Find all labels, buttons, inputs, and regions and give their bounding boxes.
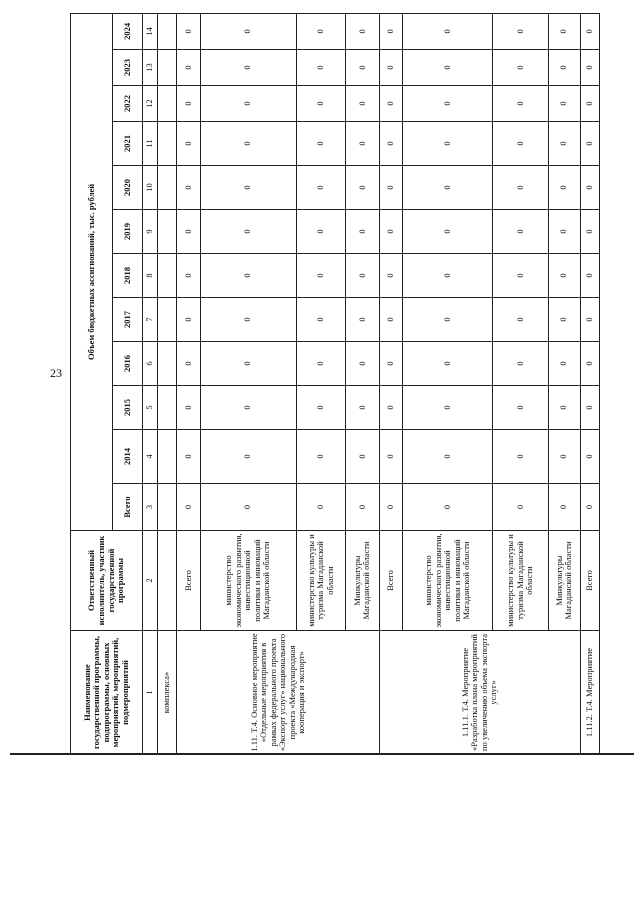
page-number: 23: [50, 366, 62, 380]
executor-cell: Всего: [580, 531, 599, 631]
value-cell: 0: [200, 86, 296, 122]
empty-cell: [157, 122, 176, 166]
header-year: 2016: [113, 342, 143, 386]
column-number: 2: [143, 531, 158, 631]
value-cell: 0: [493, 386, 549, 430]
value-cell: 0: [296, 484, 345, 531]
executor-cell: министерство экономического развития, инвестиционной политики и инноваций Магаданской области: [403, 531, 493, 631]
value-cell: 0: [200, 298, 296, 342]
column-number: 12: [143, 86, 158, 122]
group-name: 1.11. Т.4. Основное мероприятие «Отдельные мероприятия в рамках федерального проекта «Экспорт услуг» национального проекта «Международная кооперация и экспорт»: [177, 631, 380, 755]
value-cell: 0: [403, 254, 493, 298]
value-cell: 0: [177, 122, 200, 166]
value-cell: 0: [580, 386, 599, 430]
value-cell: 0: [548, 166, 580, 210]
value-cell: 0: [177, 210, 200, 254]
value-cell: 0: [403, 298, 493, 342]
value-cell: 0: [345, 386, 379, 430]
value-cell: 0: [493, 166, 549, 210]
value-cell: 0: [548, 430, 580, 484]
value-cell: 0: [493, 430, 549, 484]
value-cell: 0: [177, 166, 200, 210]
value-cell: 0: [548, 298, 580, 342]
value-cell: 0: [548, 210, 580, 254]
value-cell: 0: [296, 13, 345, 49]
header-name: Наименование государственной программы, подпрограммы, основных мероприятий, мероприятий, подмероприятий: [71, 631, 143, 755]
value-cell: 0: [493, 122, 549, 166]
value-cell: 0: [177, 342, 200, 386]
value-cell: 0: [493, 484, 549, 531]
executor-cell: Всего: [380, 531, 403, 631]
value-cell: 0: [548, 50, 580, 86]
value-cell: 0: [345, 484, 379, 531]
header-total: Всего: [113, 484, 143, 531]
empty-cell: [157, 166, 176, 210]
empty-cell: [157, 531, 176, 631]
value-cell: 0: [177, 484, 200, 531]
value-cell: 0: [380, 122, 403, 166]
value-cell: 0: [177, 50, 200, 86]
header-year: 2019: [113, 210, 143, 254]
value-cell: 0: [296, 210, 345, 254]
column-number: 11: [143, 122, 158, 166]
value-cell: 0: [493, 210, 549, 254]
value-cell: 0: [380, 13, 403, 49]
value-cell: 0: [548, 86, 580, 122]
value-cell: 0: [177, 386, 200, 430]
value-cell: 0: [403, 210, 493, 254]
value-cell: 0: [296, 298, 345, 342]
header-year: 2014: [113, 430, 143, 484]
header-executor: Ответственный исполнитель, участник государственной программы: [71, 531, 143, 631]
value-cell: 0: [296, 386, 345, 430]
value-cell: 0: [177, 430, 200, 484]
value-cell: 0: [580, 13, 599, 49]
value-cell: 0: [493, 50, 549, 86]
value-cell: 0: [345, 13, 379, 49]
value-cell: 0: [548, 122, 580, 166]
value-cell: 0: [403, 122, 493, 166]
value-cell: 0: [200, 210, 296, 254]
value-cell: 0: [580, 342, 599, 386]
value-cell: 0: [200, 254, 296, 298]
value-cell: 0: [200, 13, 296, 49]
header-year: 2018: [113, 254, 143, 298]
header-budget-group: Объем бюджетных ассигнований, тыс. рублей: [71, 13, 113, 530]
executor-cell: министерство культуры и туризма Магаданской области: [296, 531, 345, 631]
value-cell: 0: [380, 386, 403, 430]
page-divider-line: [10, 753, 634, 755]
group-name: 1.11.2. Т.4. Мероприятие: [580, 631, 599, 755]
executor-cell: Всего: [177, 531, 200, 631]
value-cell: 0: [200, 122, 296, 166]
value-cell: 0: [580, 122, 599, 166]
empty-cell: [157, 386, 176, 430]
value-cell: 0: [345, 86, 379, 122]
value-cell: 0: [580, 430, 599, 484]
empty-cell: [157, 210, 176, 254]
column-number: 4: [143, 430, 158, 484]
value-cell: 0: [177, 86, 200, 122]
value-cell: 0: [580, 298, 599, 342]
column-number: 1: [143, 631, 158, 755]
column-number: 8: [143, 254, 158, 298]
value-cell: 0: [493, 13, 549, 49]
value-cell: 0: [548, 386, 580, 430]
value-cell: 0: [296, 122, 345, 166]
value-cell: 0: [345, 430, 379, 484]
value-cell: 0: [345, 342, 379, 386]
value-cell: 0: [403, 430, 493, 484]
value-cell: 0: [403, 386, 493, 430]
value-cell: 0: [380, 210, 403, 254]
column-number: 5: [143, 386, 158, 430]
column-number: 10: [143, 166, 158, 210]
value-cell: 0: [380, 484, 403, 531]
value-cell: 0: [580, 166, 599, 210]
header-year: 2022: [113, 86, 143, 122]
executor-cell: министерство экономического развития, инвестиционной политики и инноваций Магаданской области: [200, 531, 296, 631]
value-cell: 0: [296, 50, 345, 86]
value-cell: 0: [296, 86, 345, 122]
column-number: 7: [143, 298, 158, 342]
empty-cell: [157, 86, 176, 122]
header-year: 2021: [113, 122, 143, 166]
value-cell: 0: [200, 430, 296, 484]
value-cell: 0: [380, 254, 403, 298]
value-cell: 0: [403, 342, 493, 386]
group-name: 1.11.1. Т.4. Мероприятие «Разработка плана мероприятий по увеличению объема экспорта услуг»: [380, 631, 581, 755]
value-cell: 0: [380, 86, 403, 122]
executor-cell: министерство культуры и туризма Магаданской области: [493, 531, 549, 631]
value-cell: 0: [493, 298, 549, 342]
value-cell: 0: [380, 342, 403, 386]
value-cell: 0: [403, 166, 493, 210]
value-cell: 0: [345, 122, 379, 166]
value-cell: 0: [493, 254, 549, 298]
empty-cell: [157, 298, 176, 342]
header-year: 2015: [113, 386, 143, 430]
value-cell: 0: [200, 50, 296, 86]
value-cell: 0: [403, 13, 493, 49]
value-cell: 0: [548, 254, 580, 298]
rotated-table-area: [70, 13, 600, 755]
column-number: 6: [143, 342, 158, 386]
value-cell: 0: [403, 50, 493, 86]
value-cell: 0: [177, 298, 200, 342]
empty-cell: [157, 13, 176, 49]
value-cell: 0: [580, 86, 599, 122]
header-year: 2017: [113, 298, 143, 342]
value-cell: 0: [200, 484, 296, 531]
value-cell: 0: [403, 86, 493, 122]
value-cell: 0: [580, 50, 599, 86]
value-cell: 0: [200, 166, 296, 210]
value-cell: 0: [296, 342, 345, 386]
column-number: 13: [143, 50, 158, 86]
header-year: 2024: [113, 13, 143, 49]
header-year: 2023: [113, 50, 143, 86]
column-number: 3: [143, 484, 158, 531]
continued-name-cell: комплекса»: [157, 631, 176, 755]
value-cell: 0: [493, 86, 549, 122]
value-cell: 0: [296, 254, 345, 298]
value-cell: 0: [380, 430, 403, 484]
empty-cell: [157, 342, 176, 386]
executor-cell: Минкультуры Магаданской области: [345, 531, 379, 631]
value-cell: 0: [345, 254, 379, 298]
column-number: 14: [143, 13, 158, 49]
value-cell: 0: [380, 50, 403, 86]
value-cell: 0: [177, 13, 200, 49]
empty-cell: [157, 484, 176, 531]
value-cell: 0: [548, 13, 580, 49]
value-cell: 0: [548, 342, 580, 386]
value-cell: 0: [580, 210, 599, 254]
column-number: 9: [143, 210, 158, 254]
value-cell: 0: [380, 298, 403, 342]
empty-cell: [157, 430, 176, 484]
value-cell: 0: [345, 210, 379, 254]
value-cell: 0: [580, 254, 599, 298]
value-cell: 0: [177, 254, 200, 298]
budget-table: [70, 13, 600, 755]
value-cell: 0: [380, 166, 403, 210]
value-cell: 0: [296, 166, 345, 210]
header-year: 2020: [113, 166, 143, 210]
value-cell: 0: [403, 484, 493, 531]
rotated-table-inner: [70, 13, 600, 755]
value-cell: 0: [548, 484, 580, 531]
value-cell: 0: [345, 50, 379, 86]
value-cell: 0: [345, 298, 379, 342]
empty-cell: [157, 254, 176, 298]
empty-cell: [157, 50, 176, 86]
value-cell: 0: [200, 342, 296, 386]
value-cell: 0: [580, 484, 599, 531]
value-cell: 0: [296, 430, 345, 484]
executor-cell: Минкультуры Магаданской области: [548, 531, 580, 631]
value-cell: 0: [345, 166, 379, 210]
value-cell: 0: [493, 342, 549, 386]
value-cell: 0: [200, 386, 296, 430]
